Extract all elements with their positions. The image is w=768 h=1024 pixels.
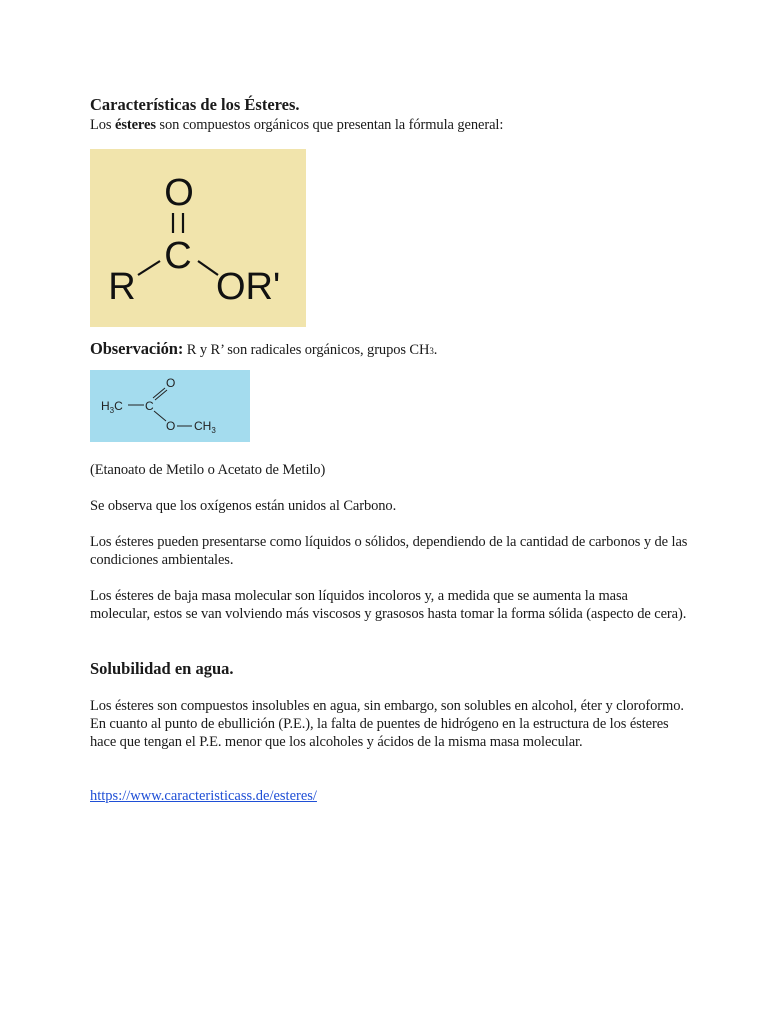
methyl-acetate-diagram — [90, 370, 250, 442]
observation-line — [90, 340, 437, 360]
formula-right-group: OR' — [216, 266, 281, 308]
solubility-paragraph: Los ésteres son compuestos insolubles en agua, sin embargo, son solubles en alcohol, éter y cloroformo. En cuanto al punto de ebullición (P.E.), la falta de puentes de hidrógeno en la estructura de los ésteres hace que tengan el P.E. menor que los alcoholes y ácidos de la misma masa molecular. — [90, 698, 684, 750]
intro-bold-term: ésteres — [114, 117, 156, 133]
general-ester-formula-diagram — [90, 149, 306, 327]
page-title: Características de los Ésteres. — [90, 95, 300, 114]
observation-text: R y R’ son radicales orgánicos, grupos CH — [183, 342, 430, 358]
example-center-carbon: C — [145, 399, 154, 413]
intro-post: son compuestos orgánicos que presentan la fórmula general: — [155, 117, 504, 133]
source-link[interactable]: https://www.caracteristicass.de/esteres/ — [90, 788, 317, 804]
intro-paragraph — [90, 116, 503, 134]
intro-pre: Los — [90, 117, 115, 133]
observation-label: Observación: — [90, 339, 184, 358]
states-paragraph: Los ésteres pueden presentarse como líquidos o sólidos, dependiendo de la cantidad de carbonos y de las condiciones ambientales. — [90, 534, 688, 568]
example-bond-down — [154, 411, 166, 421]
formula-left-group: R — [108, 266, 136, 308]
observation-subscript: 3 — [429, 346, 434, 356]
oxygen-note: Se observa que los oxígenos están unidos al Carbono. — [90, 498, 397, 514]
bond-left — [138, 261, 160, 275]
example-bottom-oxygen: O — [166, 419, 176, 433]
example-methyl-group: $CH_3$ — [194, 419, 216, 435]
example-top-oxygen: O — [166, 376, 176, 390]
general-ester-formula-image — [90, 149, 306, 327]
mass-paragraph: Los ésteres de baja masa molecular son líquidos incoloros y, a medida que se aumenta la masa molecular, estos se van volviendo más viscosos y grasosos hasta tomar la forma sólida (aspecto de cera). — [90, 588, 687, 622]
solubility-heading: Solubilidad en agua. — [90, 659, 234, 678]
formula-center-carbon: C — [164, 235, 192, 277]
example-name: (Etanoato de Metilo o Acetato de Metilo) — [90, 462, 326, 478]
bond-right — [198, 261, 218, 275]
observation-end: . — [433, 342, 438, 358]
example-left-group: $H_3C$ — [101, 399, 123, 415]
methyl-acetate-formula-image — [90, 370, 250, 442]
formula-top-oxygen: O — [164, 172, 194, 214]
